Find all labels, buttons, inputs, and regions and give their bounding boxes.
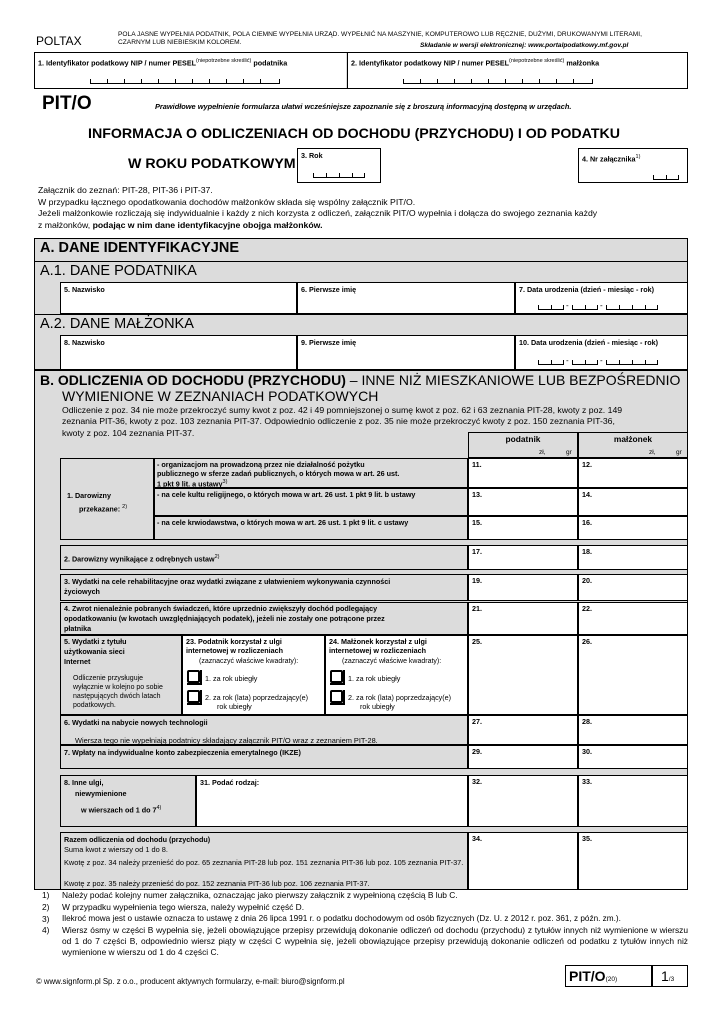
field-24-internet-spouse (325, 635, 468, 715)
row-5-note: Odliczenie przysługuje wyłącznie w kolejno po sobie następujących dwóch latach podatkowych. (73, 675, 163, 709)
birth-date-label: 7. Data urodzenia (519, 285, 579, 294)
field-27-num: 27. (472, 717, 482, 726)
row-1-sup: 2) (122, 504, 128, 510)
row-1a-sup: 3) (222, 479, 228, 485)
field-18[interactable] (578, 545, 688, 570)
field-20-num: 20. (582, 576, 592, 585)
field-23-internet-taxpayer (182, 635, 325, 715)
attachment-number-sup: 1) (635, 154, 641, 160)
footnote-2-text: W przypadku wypełnienia tego wiersza, należy wypełnić część D. (62, 901, 305, 912)
field-21-num: 21. (472, 604, 482, 613)
field-13[interactable] (468, 488, 578, 516)
footer-form-code-box (565, 965, 652, 987)
field-29[interactable] (468, 745, 578, 769)
nip-taxpayer-label: 1. Identyfikator podatkowy NIP / numer PESEL (38, 58, 197, 68)
field-11-num: 11. (472, 460, 482, 469)
row-5-text: 5. Wydatki z tytułu użytkowania sieci Internet (64, 637, 127, 666)
intro-line-3: Jeżeli małżonkowie rozliczają się indywidualnie i każdy z nich korzysta z odliczeń, załącznik PIT/O wypełnia i dołącza do swojego zeznania każdy (38, 208, 598, 218)
attachment-number-label: 4. Nr załącznika (582, 154, 636, 164)
sum-note-2: Kwotę z poz. 34 należy przenieść do poz. 65 zeznania PIT-28 lub poz. 151 zeznania PIT-36 lub poz. 105 zeznania PIT-37. (64, 858, 464, 867)
row-7-desc (60, 745, 468, 769)
row-4-desc (60, 602, 468, 635)
row-2-text: 2. Darowizny wynikające z odrębnych ustaw (64, 554, 215, 564)
row-5-label (60, 635, 182, 715)
section-b-title-rest: – INNE NIŻ MIESZKANIOWE LUB BEZPOŚREDNIO (345, 372, 681, 388)
field-28[interactable] (578, 715, 688, 745)
year-label: 3. Rok (301, 151, 323, 160)
spouse-birth-date-label: 10. Data urodzenia (519, 338, 583, 347)
section-a-title: A. DANE IDENTYFIKACYJNE (40, 240, 239, 256)
nip-spouse-field[interactable] (348, 53, 687, 88)
field-35-num: 35. (582, 834, 592, 843)
row-1b-desc (154, 488, 468, 516)
column-header-taxpayer (468, 432, 578, 458)
row-8-label (60, 775, 196, 827)
field-30-num: 30. (582, 747, 592, 756)
section-b-desc-3: kwoty z poz. 104 zeznania PIT-37. (62, 427, 195, 438)
fill-instruction: POLA JASNE WYPEŁNIA PODATNIK, POLA CIEMNE WYPEŁNIA URZĄD. WYPEŁNIĆ NA MASZYNIE, KOMPUTEROWO LUB RĘCZNIE, DUŻYMI, DRUKOWANYMI LITERAMI, CZARNYM LUB NIEBIESKIM KOLOREM. (118, 31, 642, 46)
col-spouse-gr: gr (676, 449, 682, 456)
surname-label: 5. Nazwisko (64, 285, 105, 294)
field-31-label: 31. Podać rodzaj: (200, 778, 260, 787)
poltax-label: POLTAX (36, 34, 82, 48)
footer-page-total: /3 (668, 976, 675, 983)
field-18-num: 18. (582, 547, 592, 556)
field-23-note: (zaznaczyć właściwe kwadraty): (199, 658, 299, 665)
spouse-surname-field[interactable] (60, 335, 297, 370)
checkbox-23-2-label: 2. za rok (lata) poprzedzający(e) (205, 693, 309, 702)
form-title-year: W ROKU PODATKOWYM (128, 156, 296, 172)
field-15[interactable] (468, 516, 578, 540)
field-34-num: 34. (472, 834, 482, 843)
field-23-label: 23. Podatnik korzystał z ulgi internetowej w rozliczeniach (186, 637, 284, 655)
row-1a-text: - organizacjom na prowadzoną przez nie działalność pożytku publicznego w sferze zadań publicznych, o których mowa w art. 26 ust. 1 pkt 9 lit. a ustawy (157, 460, 400, 489)
form-title: INFORMACJA O ODLICZENIACH OD DOCHODU (PRZYCHODU) I OD PODATKU (88, 126, 621, 142)
field-32[interactable] (468, 775, 578, 827)
checkbox-24-2-label: 2. za rok (lata) poprzedzający(e) (348, 693, 452, 702)
footnote-3-num: 3) (42, 913, 50, 924)
spouse-first-name-field[interactable] (297, 335, 515, 370)
field-34[interactable] (468, 832, 578, 890)
row-8-text-a: 8. Inne ulgi, (64, 778, 104, 787)
field-31-other-type[interactable] (196, 775, 468, 827)
nip-taxpayer-ticks (90, 79, 280, 84)
row-2-sup: 2) (214, 554, 220, 560)
col-spouse-label: małżonek (613, 434, 653, 444)
footnote-3-text: Ilekroć mowa jest o ustawie oznacza to ustawę z dnia 26 lipca 1991 r. o podatku dochodowym od osób fizycznych (Dz. U. z 2012 r. poz. 361, z późn. zm.). (62, 913, 621, 923)
row-1-title: 1. Darowizny (67, 491, 111, 500)
surname-field[interactable] (60, 282, 297, 314)
sum-note-1: Suma kwot z wierszy od 1 do 8. (64, 845, 168, 854)
row-1-title-2: przekazane: (79, 504, 121, 514)
first-name-field[interactable] (297, 282, 515, 314)
year-field[interactable] (297, 148, 381, 183)
checkbox-23-2-label-b: rok ubiegły (217, 702, 252, 711)
footer-form-code: PIT/O (569, 968, 606, 984)
field-22[interactable] (578, 602, 688, 635)
row-1a-desc (154, 458, 468, 488)
field-19[interactable] (468, 574, 578, 601)
field-17-num: 17. (472, 547, 482, 556)
form-code: PIT/O (42, 93, 92, 114)
field-13-num: 13. (472, 490, 482, 499)
field-27[interactable] (468, 715, 578, 745)
sum-label: Razem odliczenia od dochodu (przychodu) (64, 835, 211, 844)
row-1b-text: - na cele kultu religijnego, o których mowa w art. 26 ust. 1 pkt 9 lit. b ustawy (157, 490, 416, 499)
copyright: © www.signform.pl Sp. z o.o., producent aktywnych formularzy, e-mail: biuro@signform.pl (36, 977, 345, 986)
row-4-text: 4. Zwrot nienależnie pobranych świadczeń, które uprzednio zwiększyły dochód podlegający opodatkowaniu (w kwotach uwzględniających podatek), jeżeli nie zostały one potrącone przez płatnika (64, 604, 385, 633)
intro-line-4a: z małżonków, (38, 219, 91, 230)
intro-line-1: Załącznik do zeznań: PIT-28, PIT-36 i PIT-37. (38, 185, 213, 195)
field-25[interactable] (468, 635, 578, 715)
nip-taxpayer-note: (niepotrzebne skreślić) (196, 58, 252, 64)
field-26-num: 26. (582, 637, 592, 646)
row-6-text: 6. Wydatki na nabycie nowych technologii (64, 718, 208, 727)
spouse-first-name-label: 9. Pierwsze imię (301, 338, 357, 347)
nip-spouse-who: małżonka (566, 58, 600, 68)
row-6-desc (60, 715, 468, 745)
nip-spouse-note: (niepotrzebne skreślić) (509, 58, 565, 64)
row-6-note: Wiersza tego nie wypełniają podatnicy składający załącznik PIT/O wraz z zeznaniem PIT-28. (75, 736, 378, 745)
field-33-num: 33. (582, 777, 592, 786)
row-3-text: 3. Wydatki na cele rehabilitacyjne oraz wydatki związane z ułatwieniem wykonywania czynności życiowych (64, 577, 391, 596)
field-14[interactable] (578, 488, 688, 516)
section-a2-title: A.2. DANE MAŁŻONKA (40, 316, 194, 332)
field-19-num: 19. (472, 576, 482, 585)
row-3-desc (60, 574, 468, 601)
field-21[interactable] (468, 602, 578, 635)
field-25-num: 25. (472, 637, 482, 646)
row-8-text-b: niewymienione (75, 789, 127, 798)
section-b-subtitle: WYMIENIONE W ZEZNANIACH PODATKOWYCH (62, 388, 379, 404)
checkbox-24-1[interactable] (330, 670, 343, 683)
field-28-num: 28. (582, 717, 592, 726)
row-2-desc (60, 545, 468, 570)
first-name-label: 6. Pierwsze imię (301, 285, 357, 294)
field-14-num: 14. (582, 490, 592, 499)
footnote-4-num: 4) (42, 925, 50, 936)
nip-spouse-ticks (403, 79, 593, 84)
checkbox-24-2[interactable] (330, 690, 343, 703)
footnote-2-num: 2) (42, 901, 50, 912)
field-11[interactable] (468, 458, 578, 488)
footer-page-box (652, 965, 688, 987)
field-32-num: 32. (472, 777, 482, 786)
col-spouse-zl: zł, (649, 449, 656, 456)
checkbox-23-2[interactable] (187, 690, 200, 703)
intro-line-2: W przypadku łącznego opodatkowania dochodów małżonków składa się wspólny załącznik PIT/O. (38, 196, 416, 207)
birth-date-field[interactable]: 7. Data urodzenia (dzień - miesiąc - rok) - - (515, 282, 688, 314)
brochure-note: Prawidłowe wypełnienie formularza ułatwi wcześniejsze zapoznanie się z broszurą informacyjną dostępną w urzędach. (155, 102, 572, 111)
col-taxpayer-label: podatnik (505, 434, 541, 444)
field-24-label: 24. Małżonek korzystał z ulgi internetowej w rozliczeniach (329, 637, 427, 655)
field-17[interactable] (468, 545, 578, 570)
footer-form-version: (20) (605, 976, 618, 983)
row-8-sup: 4) (156, 805, 162, 811)
footnote-1-num: 1) (42, 890, 50, 900)
spouse-birth-date-note: (dzień - miesiąc - rok) (584, 338, 659, 347)
spouse-surname-label: 8. Nazwisko (64, 338, 105, 347)
row-1-label (60, 458, 154, 540)
field-30[interactable] (578, 745, 688, 769)
row-1c-desc (154, 516, 468, 540)
field-16[interactable] (578, 516, 688, 540)
field-24-note: (zaznaczyć właściwe kwadraty): (342, 658, 442, 665)
sum-note-3: Kwotę z poz. 35 należy przenieść do poz. 152 zeznania PIT-36 lub poz. 106 zeznania PIT-37. (64, 879, 370, 888)
spouse-birth-date-field[interactable]: 10. Data urodzenia (dzień - miesiąc - rok) - - (515, 335, 688, 370)
column-header-spouse (578, 432, 688, 458)
checkbox-23-1[interactable] (187, 670, 200, 683)
intro-line-4b: podając w nim dane identyfikacyjne obojga małżonków. (90, 219, 323, 230)
nip-taxpayer-field[interactable] (35, 53, 346, 88)
col-taxpayer-gr: gr (566, 449, 572, 456)
section-b-desc-1: Odliczenie z poz. 34 nie może przekroczyć sumy kwot z poz. 42 i 49 pomniejszonej o sumę kwot z poz. 62 i 63 zeznania PIT-28, kwoty z poz. 149 (62, 405, 623, 415)
nip-spouse-label: 2. Identyfikator podatkowy NIP / numer PESEL (351, 58, 510, 68)
section-b-title-bold: B. ODLICZENIA OD DOCHODU (PRZYCHODU) (40, 372, 346, 388)
field-22-num: 22. (582, 604, 592, 613)
footer-page-number: 1 (661, 968, 669, 984)
field-12-num: 12. (582, 460, 592, 469)
attachment-number-field[interactable] (578, 148, 688, 183)
field-16-num: 16. (582, 518, 592, 527)
section-b-title (40, 372, 680, 388)
nip-taxpayer-who: podatnika (253, 58, 288, 68)
field-15-num: 15. (472, 518, 482, 527)
col-taxpayer-zl: zł, (539, 449, 546, 456)
field-29-num: 29. (472, 747, 482, 756)
footnote-1-text: Należy podać kolejny numer załącznika, oznaczając jako pierwszy załącznik z wypełnioną częścią B lub C. (62, 890, 458, 900)
field-33[interactable] (578, 775, 688, 827)
footnote-4-text: Wiersz ósmy w części B wypełnia się, jeżeli obowiązujące przepisy przewidują dokonanie odliczeń od dochodu (przychodu) z tytułów innych niż wymienione w wierszu od 1 do 7 części B, odpowiednio wiersz piąty w części C wypełnia się, jeżeli obowiązujące przepisy przewidują dokonanie odliczeń od podatku z tytułów innych niż wymienione w wierszu od 1 do 4 części C. (62, 925, 688, 957)
row-7-text: 7. Wpłaty na indywidualne konto zabezpieczenia emerytalnego (IKZE) (64, 748, 301, 757)
birth-date-note: (dzień - miesiąc - rok) (580, 285, 655, 294)
row-8-text-c: w wierszach od 1 do 7 (81, 805, 157, 815)
checkbox-24-2-label-b: rok ubiegły (360, 702, 395, 711)
sum-row-desc (60, 832, 468, 890)
checkbox-24-1-label: 1. za rok ubiegły (348, 674, 401, 683)
section-a1-title: A.1. DANE PODATNIKA (40, 263, 197, 279)
checkbox-23-1-label: 1. za rok ubiegły (205, 674, 258, 683)
intro-block (38, 185, 688, 231)
field-26[interactable] (578, 635, 688, 715)
row-1c-text: - na cele krwiodawstwa, o których mowa w art. 26 ust. 1 pkt 9 lit. c ustawy (157, 518, 409, 527)
field-20[interactable] (578, 574, 688, 601)
field-12[interactable] (578, 458, 688, 488)
field-35[interactable] (578, 832, 688, 890)
section-b-desc-2: zeznania PIT-36, kwoty z poz. 103 zeznania PIT-37. Odpowiednio odliczenie z poz. 35 nie może przekroczyć kwoty z poz. 150 zeznania PIT-36, (62, 416, 615, 427)
footnotes (42, 890, 688, 958)
electronic-submission-note: Składanie w wersji elektronicznej: www.portalpodatkowy.mf.gov.pl (420, 42, 629, 49)
